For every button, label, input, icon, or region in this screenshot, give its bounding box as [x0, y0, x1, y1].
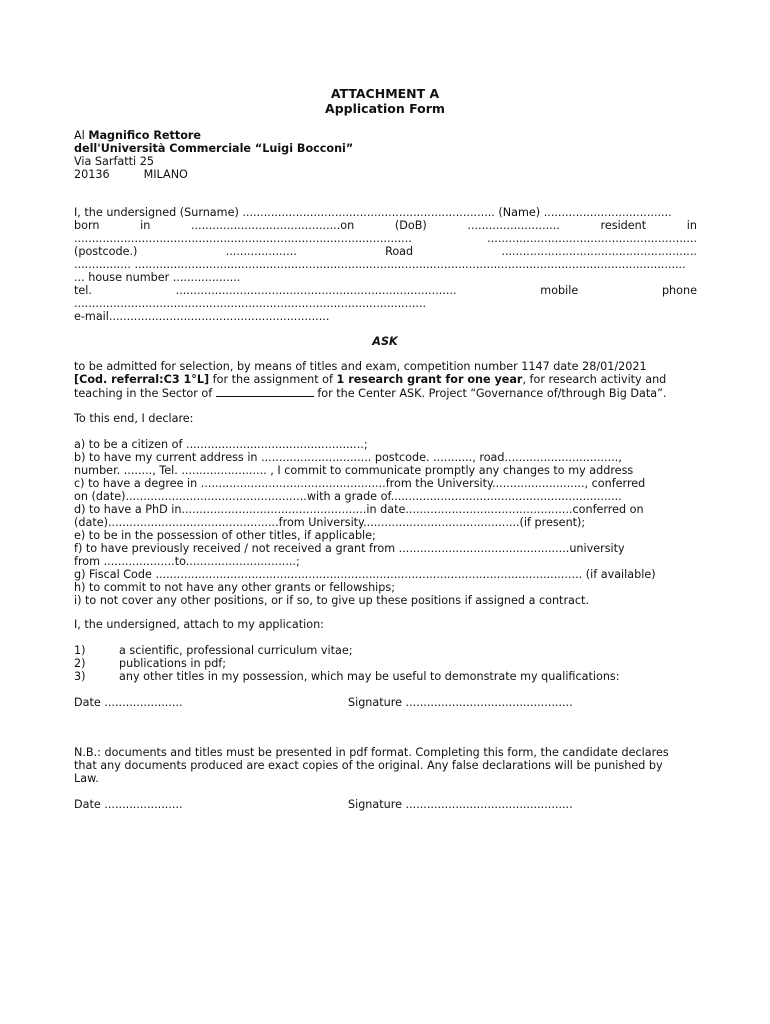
grant-description: 1 research grant for one year — [336, 374, 523, 386]
request-line-3 — [74, 387, 697, 401]
request-text: for the Center ASK. Project “Governance of/through Big Data”. — [313, 387, 667, 400]
request-text: , for research activity and — [522, 374, 667, 386]
field-blank: ....................................................... — [501, 246, 697, 258]
list-text: publications in pdf; — [119, 658, 226, 670]
request-text: for the assignment of — [209, 374, 337, 386]
list-item — [74, 658, 697, 671]
declaration-c-cont: on (date)...................................................with a grade of................................................................. — [74, 491, 622, 503]
note-line-3: Law. — [74, 773, 99, 785]
referral-code: [Cod. referral:C3 1°L] — [74, 374, 210, 386]
field-blank: ............................................................................... — [175, 285, 457, 297]
declaration-c: c) to have a degree in ....................................................from the University.........................., conferred — [74, 478, 646, 490]
recipient-name: Magnifico Rettore — [88, 130, 202, 142]
road-blank-line: ................ ........................................................................................................................................................... — [74, 259, 686, 271]
list-number: 3) — [74, 671, 86, 683]
field-blank: ..........................................on — [190, 220, 355, 232]
postcode: 20136 — [74, 169, 110, 181]
street-line: Via Sarfatti 25 — [74, 156, 154, 168]
city: MILANO — [143, 169, 188, 181]
birth-line — [74, 220, 697, 233]
field-blank: .......................... — [467, 220, 560, 232]
declaration-a: a) to be a citizen of ..................................................; — [74, 439, 368, 451]
ask-heading: ASK — [372, 335, 398, 348]
list-text: a scientific, professional curriculum vitae; — [119, 645, 353, 657]
declare-intro: To this end, I declare: — [74, 413, 194, 425]
document-subtitle: Application Form — [325, 101, 445, 116]
residence-line — [74, 233, 697, 246]
list-item — [74, 645, 697, 658]
declaration-e: e) to be in the possession of other titles, if applicable; — [74, 530, 376, 542]
city-line — [74, 169, 697, 182]
declaration-d-cont: (date)................................................from University............................................(if present); — [74, 517, 586, 529]
declaration-h: h) to commit to not have any other grants or fellowships; — [74, 582, 395, 594]
list-number: 2) — [74, 658, 86, 670]
recipient-prefix: Al — [74, 130, 89, 142]
field-label: Road — [385, 246, 414, 258]
date-field: Date ...................... — [74, 799, 183, 811]
request-line-2 — [74, 374, 697, 387]
declaration-f: f) to have previously received / not received a grant from ................................................university — [74, 543, 625, 555]
declaration-f-cont: from ....................to...............................; — [74, 556, 300, 568]
field-label: born — [74, 220, 100, 232]
declaration-b: b) to have my current address in ............................... postcode. ..........., road................................, — [74, 452, 622, 464]
field-blank: ............................................................................................... — [74, 233, 412, 245]
field-label: (postcode.) — [74, 246, 138, 258]
sector-blank — [216, 387, 314, 397]
surname-name-line: I, the undersigned (Surname) ....................................................................... (Name) .................................... — [74, 207, 672, 219]
email-line: e-mail.............................................................. — [74, 311, 330, 323]
declaration-d: d) to have a PhD in....................................................in date...............................................conferred on — [74, 504, 644, 516]
field-label: in — [686, 220, 697, 232]
signature-row-2 — [74, 799, 697, 812]
recipient-line — [74, 130, 697, 143]
phone-blank-line: ................................................................................................... — [74, 298, 427, 310]
declaration-g: g) Fiscal Code ........................................................................................................................ (if available) — [74, 569, 656, 581]
field-label: tel. — [74, 285, 92, 297]
phone-line — [74, 285, 697, 298]
field-label: resident — [600, 220, 647, 232]
house-number-line: ... house number ................... — [74, 272, 241, 284]
field-label: (DoB) — [394, 220, 427, 232]
note-line-2: that any documents produced are exact copies of the original. Any false declarations will be punished by — [74, 760, 663, 772]
list-text: any other titles in my possession, which may be useful to demonstrate my qualifications: — [119, 671, 620, 683]
university-line — [74, 143, 697, 156]
date-field: Date ...................... — [74, 697, 183, 709]
document-title: ATTACHMENT A — [330, 86, 440, 101]
field-blank: .................... — [225, 246, 297, 258]
field-blank: ........................................................... — [487, 233, 697, 245]
field-label: mobile — [540, 285, 579, 297]
field-label: in — [140, 220, 151, 232]
attach-intro: I, the undersigned, attach to my application: — [74, 619, 324, 631]
signature-field: Signature ............................................... — [348, 799, 573, 811]
declaration-i: i) to not cover any other positions, or if so, to give up these positions if assigned a contract. — [74, 595, 589, 607]
request-line-1: to be admitted for selection, by means of titles and exam, competition number 1147 date 28/01/2021 — [74, 361, 647, 373]
signature-field: Signature ............................................... — [348, 697, 573, 709]
signature-row-1 — [74, 697, 697, 710]
declaration-b-cont: number. ........, Tel. ........................ , I commit to communicate promptly any changes to my address — [74, 465, 634, 477]
list-number: 1) — [74, 645, 86, 657]
university-name: dell'Università Commerciale “Luigi Bocconi” — [74, 143, 354, 155]
list-item — [74, 671, 697, 684]
note-line-1: N.B.: documents and titles must be presented in pdf format. Completing this form, the candidate declares — [74, 747, 669, 759]
postcode-road-line — [74, 246, 697, 259]
field-label: phone — [661, 285, 697, 297]
request-text: teaching in the Sector of — [74, 387, 216, 400]
